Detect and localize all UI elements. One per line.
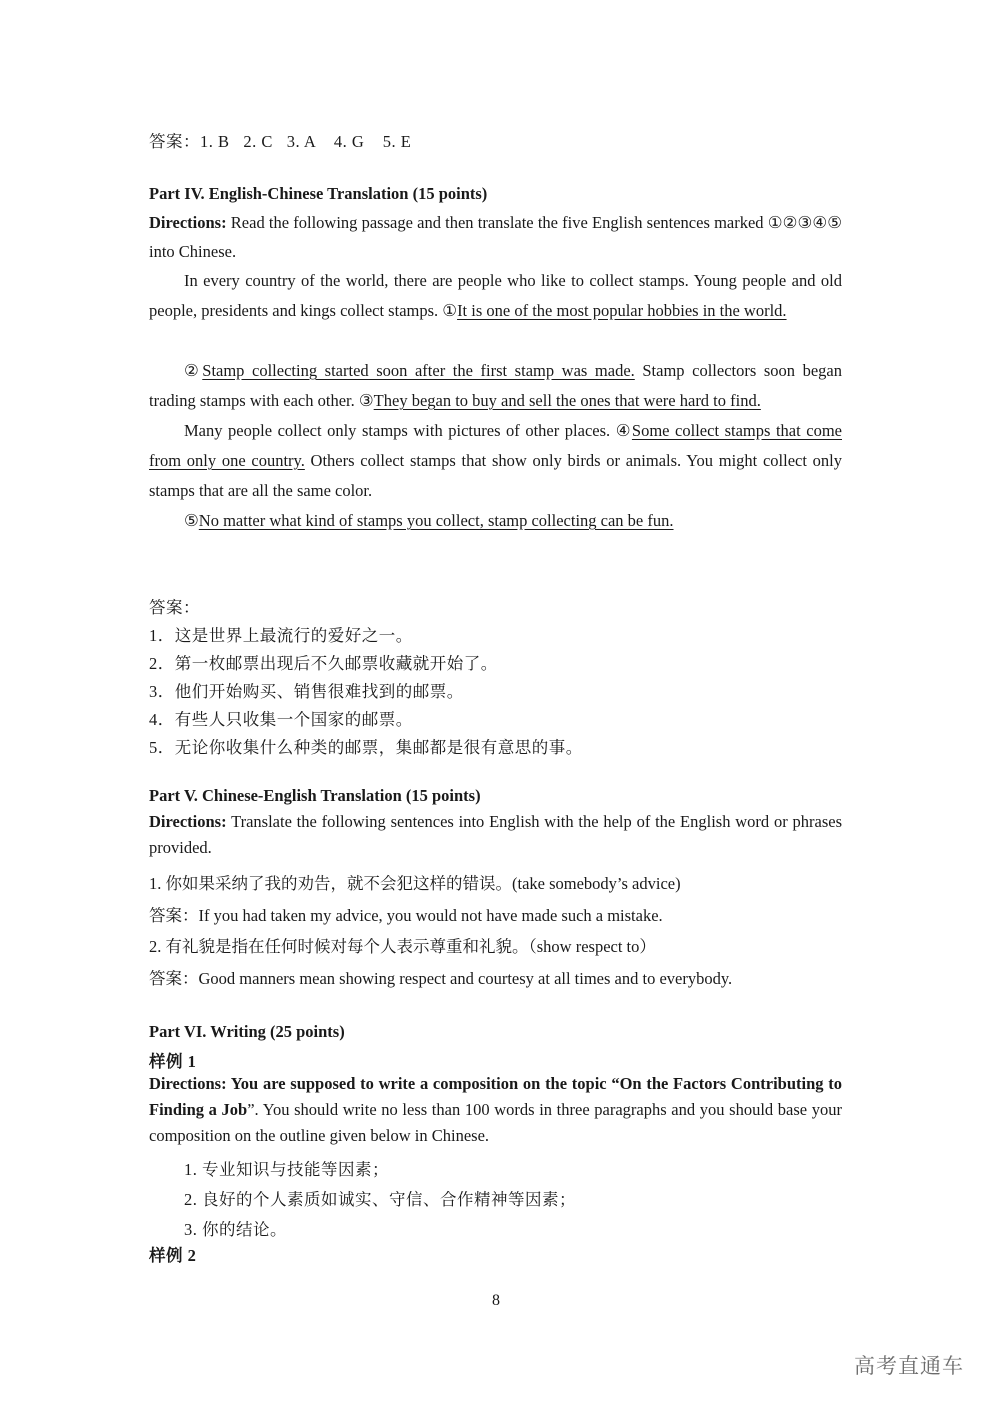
p2-text: Stamp collectors soon began trading stamps with each other. ③ <box>149 361 843 410</box>
answer-line: 3．他们开始购买、销售很难找到的邮票。 <box>149 682 464 701</box>
passage-paragraph-2 <box>149 356 842 416</box>
p2-mark: ② <box>184 361 203 380</box>
outline-item: 3. 你的结论。 <box>184 1220 287 1239</box>
part5-title: Part V. Chinese-English Translation (15 points) <box>149 786 481 805</box>
page-number: 8 <box>492 1292 500 1309</box>
p3-text-2: Others collect stamps that show only birds or animals. You might collect only stamps that are all the same color. <box>149 451 842 500</box>
sentence-2: Stamp collecting started soon after the first stamp was made. <box>202 361 635 380</box>
p4-mark: ⑤ <box>184 511 199 530</box>
answer-line: 2．第一枚邮票出现后不久邮票收藏就开始了。 <box>149 654 498 673</box>
sentence-5: No matter what kind of stamps you collect, stamp collecting can be fun. <box>198 511 674 530</box>
answer-line: 5．无论你收集什么种类的邮票，集邮都是很有意思的事。 <box>149 738 583 757</box>
directions-text: ”. You should write no less than 100 words in three paragraphs and you should base your composition on the outline given below in Chinese. <box>149 1100 842 1145</box>
directions-text: Translate the following sentences into English with the help of the English word or phrases provided. <box>149 812 842 857</box>
sample-2-heading: 样例 2 <box>149 1246 197 1265</box>
part6-directions <box>149 1071 842 1149</box>
part3-answers: 答案：1. B 2. C 3. A 4. G 5. E <box>149 132 412 151</box>
part5-question-1: 1. 你如果采纳了我的劝告，就不会犯这样的错误。(take somebody’s advice) <box>149 874 681 893</box>
answer-line: 4．有些人只收集一个国家的邮票。 <box>149 710 413 729</box>
passage-paragraph-4 <box>149 506 842 536</box>
outline-item: 1. 专业知识与技能等因素； <box>184 1160 389 1179</box>
part5-directions <box>149 809 842 861</box>
sentence-1: It is one of the most popular hobbies in the world. <box>457 301 787 320</box>
watermark: 高考直通车 <box>854 1354 964 1378</box>
part5-question-2: 2. 有礼貌是指在任何时候对每个人表示尊重和礼貌。（show respect to） <box>149 937 656 956</box>
passage-paragraph-1 <box>149 266 842 326</box>
part6-title: Part VI. Writing (25 points) <box>149 1022 345 1041</box>
directions-bold: Directions: You are supposed to write a composition on the topic “On the Factors Contributing to Finding a Job <box>149 1074 842 1119</box>
passage-paragraph-3 <box>149 416 842 506</box>
part5-answer-2: 答案：Good manners mean showing respect and courtesy at all times and to everybody. <box>149 969 733 988</box>
directions-text: Read the following passage and then translate the five English sentences marked ①②③④⑤ into Chinese. <box>149 213 842 261</box>
outline-item: 2. 良好的个人素质如诚实、守信、合作精神等因素； <box>184 1190 576 1209</box>
directions-label: Directions: <box>149 812 227 831</box>
part5-answer-1: 答案：If you had taken my advice, you would not have made such a mistake. <box>149 906 663 925</box>
answer-line: 1．这是世界上最流行的爱好之一。 <box>149 626 413 645</box>
sentence-3: They began to buy and sell the ones that were hard to find. <box>373 391 761 410</box>
sample-1-heading: 样例 1 <box>149 1052 197 1071</box>
part4-answer-label: 答案： <box>149 598 200 617</box>
part4-directions <box>149 208 842 266</box>
directions-label: Directions: <box>149 213 227 232</box>
p3-text: Many people collect only stamps with pictures of other places. ④ <box>184 421 632 440</box>
p1-text: In every country of the world, there are people who like to collect stamps. Young people and old people, presidents and kings collect stamps. ① <box>149 271 842 320</box>
sentence-4: Some collect stamps that come from only one country. <box>149 421 842 470</box>
part4-title: Part IV. English-Chinese Translation (15 points) <box>149 184 488 203</box>
